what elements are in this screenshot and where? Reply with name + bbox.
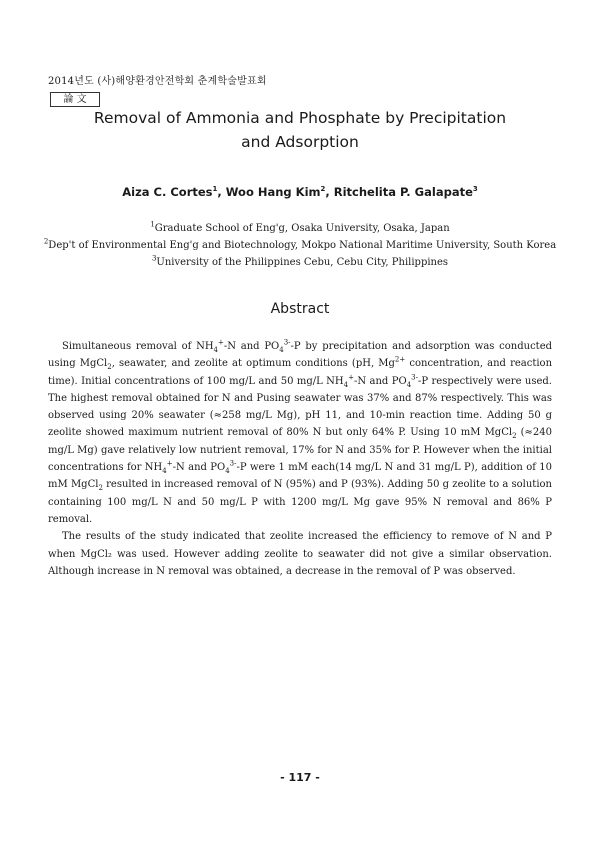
author-name: Ritchelita P. Galapate [333,185,473,199]
author-affiliation-mark: 2 [320,185,326,194]
abstract-paragraph-1: Simultaneous removal of $NH_4^+-N$ and $PO_4^{3-}-P$ by precipitation and adsorption was conducted using MgCl$_2$, seawater, and zeolite at optimum conditions (pH, $Mg^{2+}$ concentration, and reaction time). Initial concentrations of 100 mg/L and 50 mg/L $NH_4^+-N$ and $PO_4^{3-}-P$ respectively were used. The highest removal obtained for N and Pusing seawater was 37% and 87% respectively. This was observed using 20% seawater (≈258 mg/L Mg), pH 11, and 10-min reaction time. Adding 50 g zeolite showed maximum nutrient removal of 80% N but only 64% P. Using 10 mM MgCl$_2$ (≈240 mg/L Mg) gave relatively low nutrient removal, 17% for N and 35% for P. However when the initial concentrations for $NH_4^+-N$ and $PO_4^{3-}-P$ were 1 mM each(14 mg/L N and 31 mg/L P), addition of 10 mM MgCl$_2$ resulted in increased removal of N (95%) and P (93%). Adding 50 g zeolite to a solution containing 100 mg/L N and 50 mg/L P with 1200 mg/L Mg gave 95% N removal and 86% P removal. [48,338,553,525]
affiliation: $^1$Graduate School of Eng'g, Osaka University, Osaka, Japan [150,220,450,234]
affiliation: $^3$University of the Philippines Cebu, Cebu City, Philippines [151,254,449,268]
affiliation-list [30,220,570,271]
abstract-paragraph-2: The results of the study indicated that zeolite increased the efficiency to remove of N and P when MgCl₂ was used. However adding zeolite to seawater did not give a similar observation. Although increase in N removal was obtained, a decrease in the removal of P was observed. [48,531,552,577]
author-list: Aiza C. Cortes$^1$, Woo Hang Kim$^2$, Ritchelita P. Galapate$^3$ [122,185,478,199]
author-affiliation-mark: 1 [212,185,218,194]
article-type-badge: 論 文 [50,92,100,107]
conference-header: 2014년도 (사)해양환경안전학회 춘계학술발표회 [48,76,267,87]
paper-title [40,106,560,154]
author-name: Woo Hang Kim [225,185,321,199]
abstract-body [48,338,552,580]
abstract-heading: Abstract [270,301,330,317]
author-affiliation-mark: 3 [472,185,478,194]
page-number: - 117 - [280,771,320,784]
affiliation: $^2$Dep't of Environmental Eng'g and Biotechnology, Mokpo National Maritime University, South Korea [43,237,557,251]
author-name: Aiza C. Cortes [122,185,213,199]
title-line-2: and Adsorption [241,133,359,151]
title-line-1: Removal of Ammonia and Phosphate by Precipitation [93,109,507,127]
